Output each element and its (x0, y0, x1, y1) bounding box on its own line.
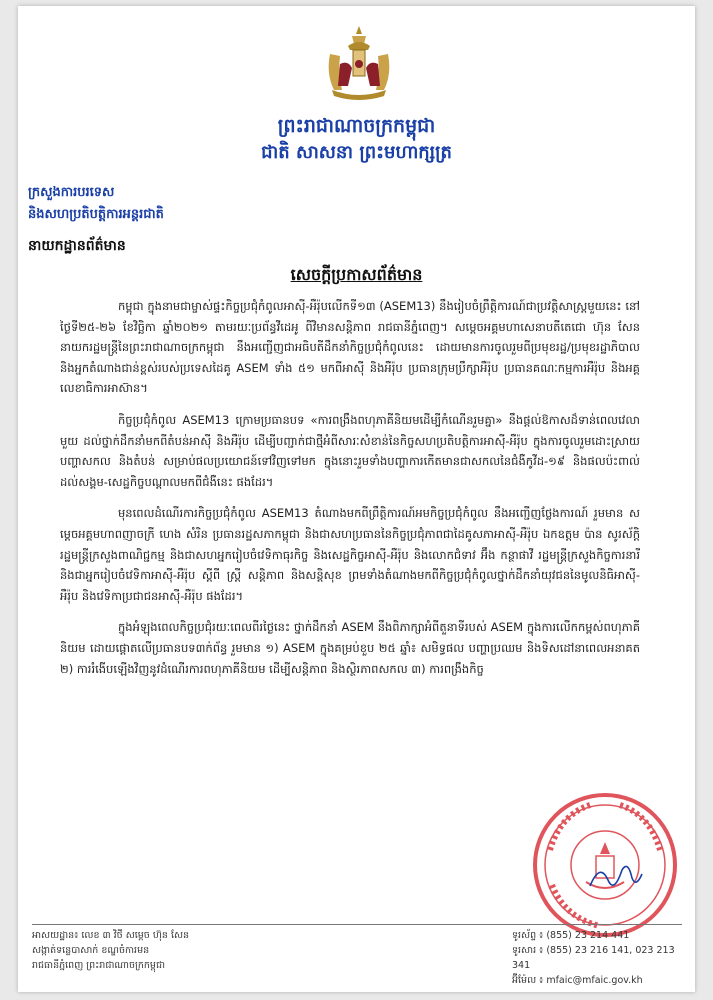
address-line: អាសយដ្ឋាន៖ លេខ ៣ វិថី សម្តេច ហ៊ុន សែន (32, 930, 190, 941)
address-line: សង្កាត់ទន្លេបាសាក់ ខណ្ឌចំការមន (32, 945, 150, 956)
paragraph: កិច្ចប្រជុំកំពូល ASEM13 ក្រោមប្រធានបទ «ការពង្រឹងពហុភាគីនិយមដើម្បីកំណើនរួមគ្នា» នឹងផ្តល់ឱកាសដ៏ទាន់ពេលវេលាមួយ ដល់ថ្នាក់ដឹកនាំមកពីតំបន់អាស៊ី និងអឺរ៉ុប ដើម្បីបញ្ជាក់ជាថ្មីអំពីសារៈសំខាន់នៃកិច្ចសហប្រតិបត្តិការអាស៊ី-អឺរ៉ុប ក្នុងការចូលរួមដោះស្រាយបញ្ហាសកល និងតំបន់ សម្រាប់ផលប្រយោជន៍ទៅវិញទៅមក ក្នុងនោះរួមទាំងបញ្ហាការកើតមានជាសកលនៃជំងឺកូវីដ-១៩ និងផលប៉ះពាល់ដល់សង្គម-សេដ្ឋកិច្ចបណ្តាលមកពីជំងឺនេះ ផងដែរ។ (60, 412, 640, 489)
footer-contact (512, 928, 695, 988)
footer-divider (32, 924, 682, 925)
department-name: នាយកដ្ឋានព័ត៌មាន (28, 238, 126, 254)
email-link[interactable]: អ៊ីម៉ែល ៖ mfaic@mfaic.gov.kh (512, 975, 643, 986)
press-release-body (60, 296, 640, 690)
signature-icon (586, 856, 646, 896)
ministry-name-line2: និងសហប្រតិបត្តិការអន្តរជាតិ (28, 207, 164, 222)
paragraph: មុនពេលដំណើរការកិច្ចប្រជុំកំពូល ASEM13 តំណាងមកពីព្រឹត្តិការណ៍អមកិច្ចប្រជុំកំពូល នឹងអញ្ជើញថ្លែងការណ៍ រួមមាន សម្តេចអគ្គមហាពញាចក្រី ហេង សំរិន ប្រធានរដ្ឋសភាកម្ពុជា និងជាសហប្រធាននៃកិច្ចប្រជុំភាពជាដៃគូសភាអាស៊ី-អឺរ៉ុប ឯកឧត្តម ប៉ាន សូរស័ក្តិ រដ្ឋមន្ត្រីក្រសួងពាណិជ្ជកម្ម និងជាសហអ្នករៀបចំវេទិកាធុរកិច្ច និងសេដ្ឋកិច្ចអាស៊ី-អឺរ៉ុប និងលោកជំទាវ អ៊ឹង កន្ថាផាវី រដ្ឋមន្ត្រីក្រសួងកិច្ចការនារី និងជាអ្នករៀបចំវេទិកាអាស៊ី-អឺរ៉ុប ស្តីពី ស្ត្រី សន្តិភាព និងសន្តិសុខ ព្រមទាំងតំណាងមកពីកិច្ចប្រជុំកំពូលថ្នាក់ដឹកនាំយុវជននៃមូលនិធិអាស៊ី-អឺរ៉ុប និងវេទិកាប្រជាជនអាស៊ី-អឺរ៉ុប ផងដែរ។ (60, 506, 640, 603)
paragraph: ក្នុងអំឡុងពេលកិច្ចប្រជុំរយៈពេលពីរថ្ងៃនេះ ថ្នាក់ដឹកនាំ ASEM នឹងពិភាក្សាអំពីតួនាទីរបស់ ASEM ក្នុងការលើកកម្ពស់ពហុភាគីនិយម ដោយផ្តោតលើប្រធានបទ៣ក់ព័ន្ធ រួមមាន ១) ASEM ក្នុងគម្រប់ខួប ២៥ ឆ្នាំ៖ សមិទ្ធផល បញ្ហាប្រឈម និងទិសដៅនាពេលអនាគត ២) ការរំងើបឡើងវិញនូវដំណើរការពហុភាគីនិយម ដើម្បីសន្តិភាព និងស្ថិរភាពសកល ៣) ការពង្រឹងកិច្ច (60, 620, 640, 676)
kingdom-name: ព្រះរាជាណាចក្រកម្ពុជា (277, 115, 436, 137)
document-page (18, 6, 695, 992)
ministry-name: ក្រសួងការបរទេស (28, 185, 115, 200)
national-motto: ជាតិ សាសនា ព្រះមហាក្សត្រ (261, 142, 452, 163)
footer-address (32, 928, 189, 973)
address-line: រាជធានីភ្នំពេញ ព្រះរាជាណាចក្រកម្ពុជា (32, 960, 165, 971)
fax-number: ទូរសារ ៖ (855) 23 216 141, 023 213 341 (512, 945, 675, 971)
phone-number: ទូរស័ព្ទ ៖ (855) 23 214 441 (512, 930, 630, 941)
paragraph: កម្ពុជា ក្នុងនាមជាម្ចាស់ផ្ទះកិច្ចប្រជុំកំពូលអាស៊ី-អឺរ៉ុបលើកទី១៣ (ASEM13) នឹងរៀបចំព្រឹត្តិការណ៍ជាប្រវត្តិសាស្ត្រមួយនេះ នៅថ្ងៃទី២៥-២៦ ខែវិច្ឆិកា ឆ្នាំ២០២១ តាមរយៈប្រព័ន្ធវីដេអូ ពីវិមានសន្តិភាព រាជធានីភ្នំពេញ។ សម្តេចអគ្គមហាសេនាបតីតេជោ ហ៊ុន សែន នាយករដ្ឋមន្ត្រីនៃព្រះរាជាណាចក្រកម្ពុជា នឹងអញ្ជើញជាអធិបតីដឹកនាំកិច្ចប្រជុំកំពូលនេះ ដោយមានការចូលរួមពីប្រមុខរដ្ឋ/ប្រមុខរដ្ឋាភិបាល និងអ្នកតំណាងជាន់ខ្ពស់របស់ប្រទេសដៃគូ ASEM ទាំង ៥១ មកពីអាស៊ី និងអឺរ៉ុប ប្រធានក្រុមប្រឹក្សាអឺរ៉ុប ប្រធានគណៈកម្មការអឺរ៉ុប និងអគ្គលេខាធិការអាស៊ាន។ (60, 299, 640, 396)
press-release-title: សេចក្តីប្រកាសព័ត៌មាន (290, 265, 423, 284)
royal-coat-of-arms-icon (318, 24, 400, 104)
